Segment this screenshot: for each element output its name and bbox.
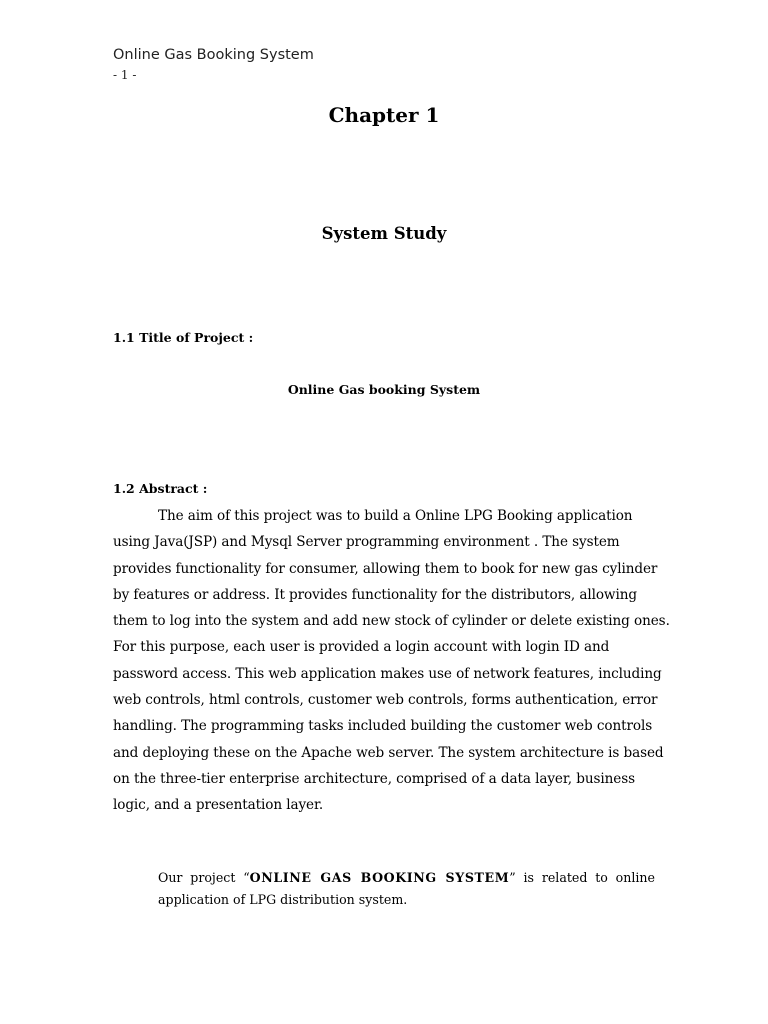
closing-paragraph [158,867,655,911]
section-title: System Study [321,224,447,243]
running-header: Online Gas Booking System [113,47,314,63]
page-number: - 1 - [113,68,137,82]
closing-line [158,867,655,889]
abstract-line: and deploying these on the Apache web server. The system architecture is based [113,744,664,761]
closing-line: application of LPG distribution system. [158,892,408,907]
closing-suffix: ” is related to online [509,870,655,885]
abstract-line: web controls, html controls, customer web controls, forms authentication, error [113,692,658,709]
abstract-line: by features or address. It provides functionality for the distributors, allowing [113,586,637,603]
closing-prefix: Our project “ [158,870,250,885]
abstract-line: handling. The programming tasks included building the customer web controls [113,718,653,735]
abstract-line: provides functionality for consumer, allowing them to book for new gas cylinder [113,560,658,577]
abstract-line: password access. This web application makes use of network features, including [113,665,662,682]
abstract-line: them to log into the system and add new stock of cylinder or delete existing ones. [113,613,670,630]
chapter-title: Chapter 1 [328,103,440,127]
abstract-line: For this purpose, each user is provided a login account with login ID and [113,639,610,656]
heading-abstract: 1.2 Abstract : [113,481,208,496]
abstract-line: logic, and a presentation layer. [113,797,324,814]
abstract-paragraph [113,503,670,819]
project-name: Online Gas booking System [287,382,481,397]
abstract-line: using Java(JSP) and Mysql Server programming environment . The system [113,534,620,551]
abstract-line: on the three-tier enterprise architecture, comprised of a data layer, business [113,770,635,787]
heading-title-of-project: 1.1 Title of Project : [113,330,254,345]
project-name-emphasis: ONLINE GAS BOOKING SYSTEM [249,870,510,885]
abstract-line: The aim of this project was to build a Online LPG Booking application [158,508,633,524]
